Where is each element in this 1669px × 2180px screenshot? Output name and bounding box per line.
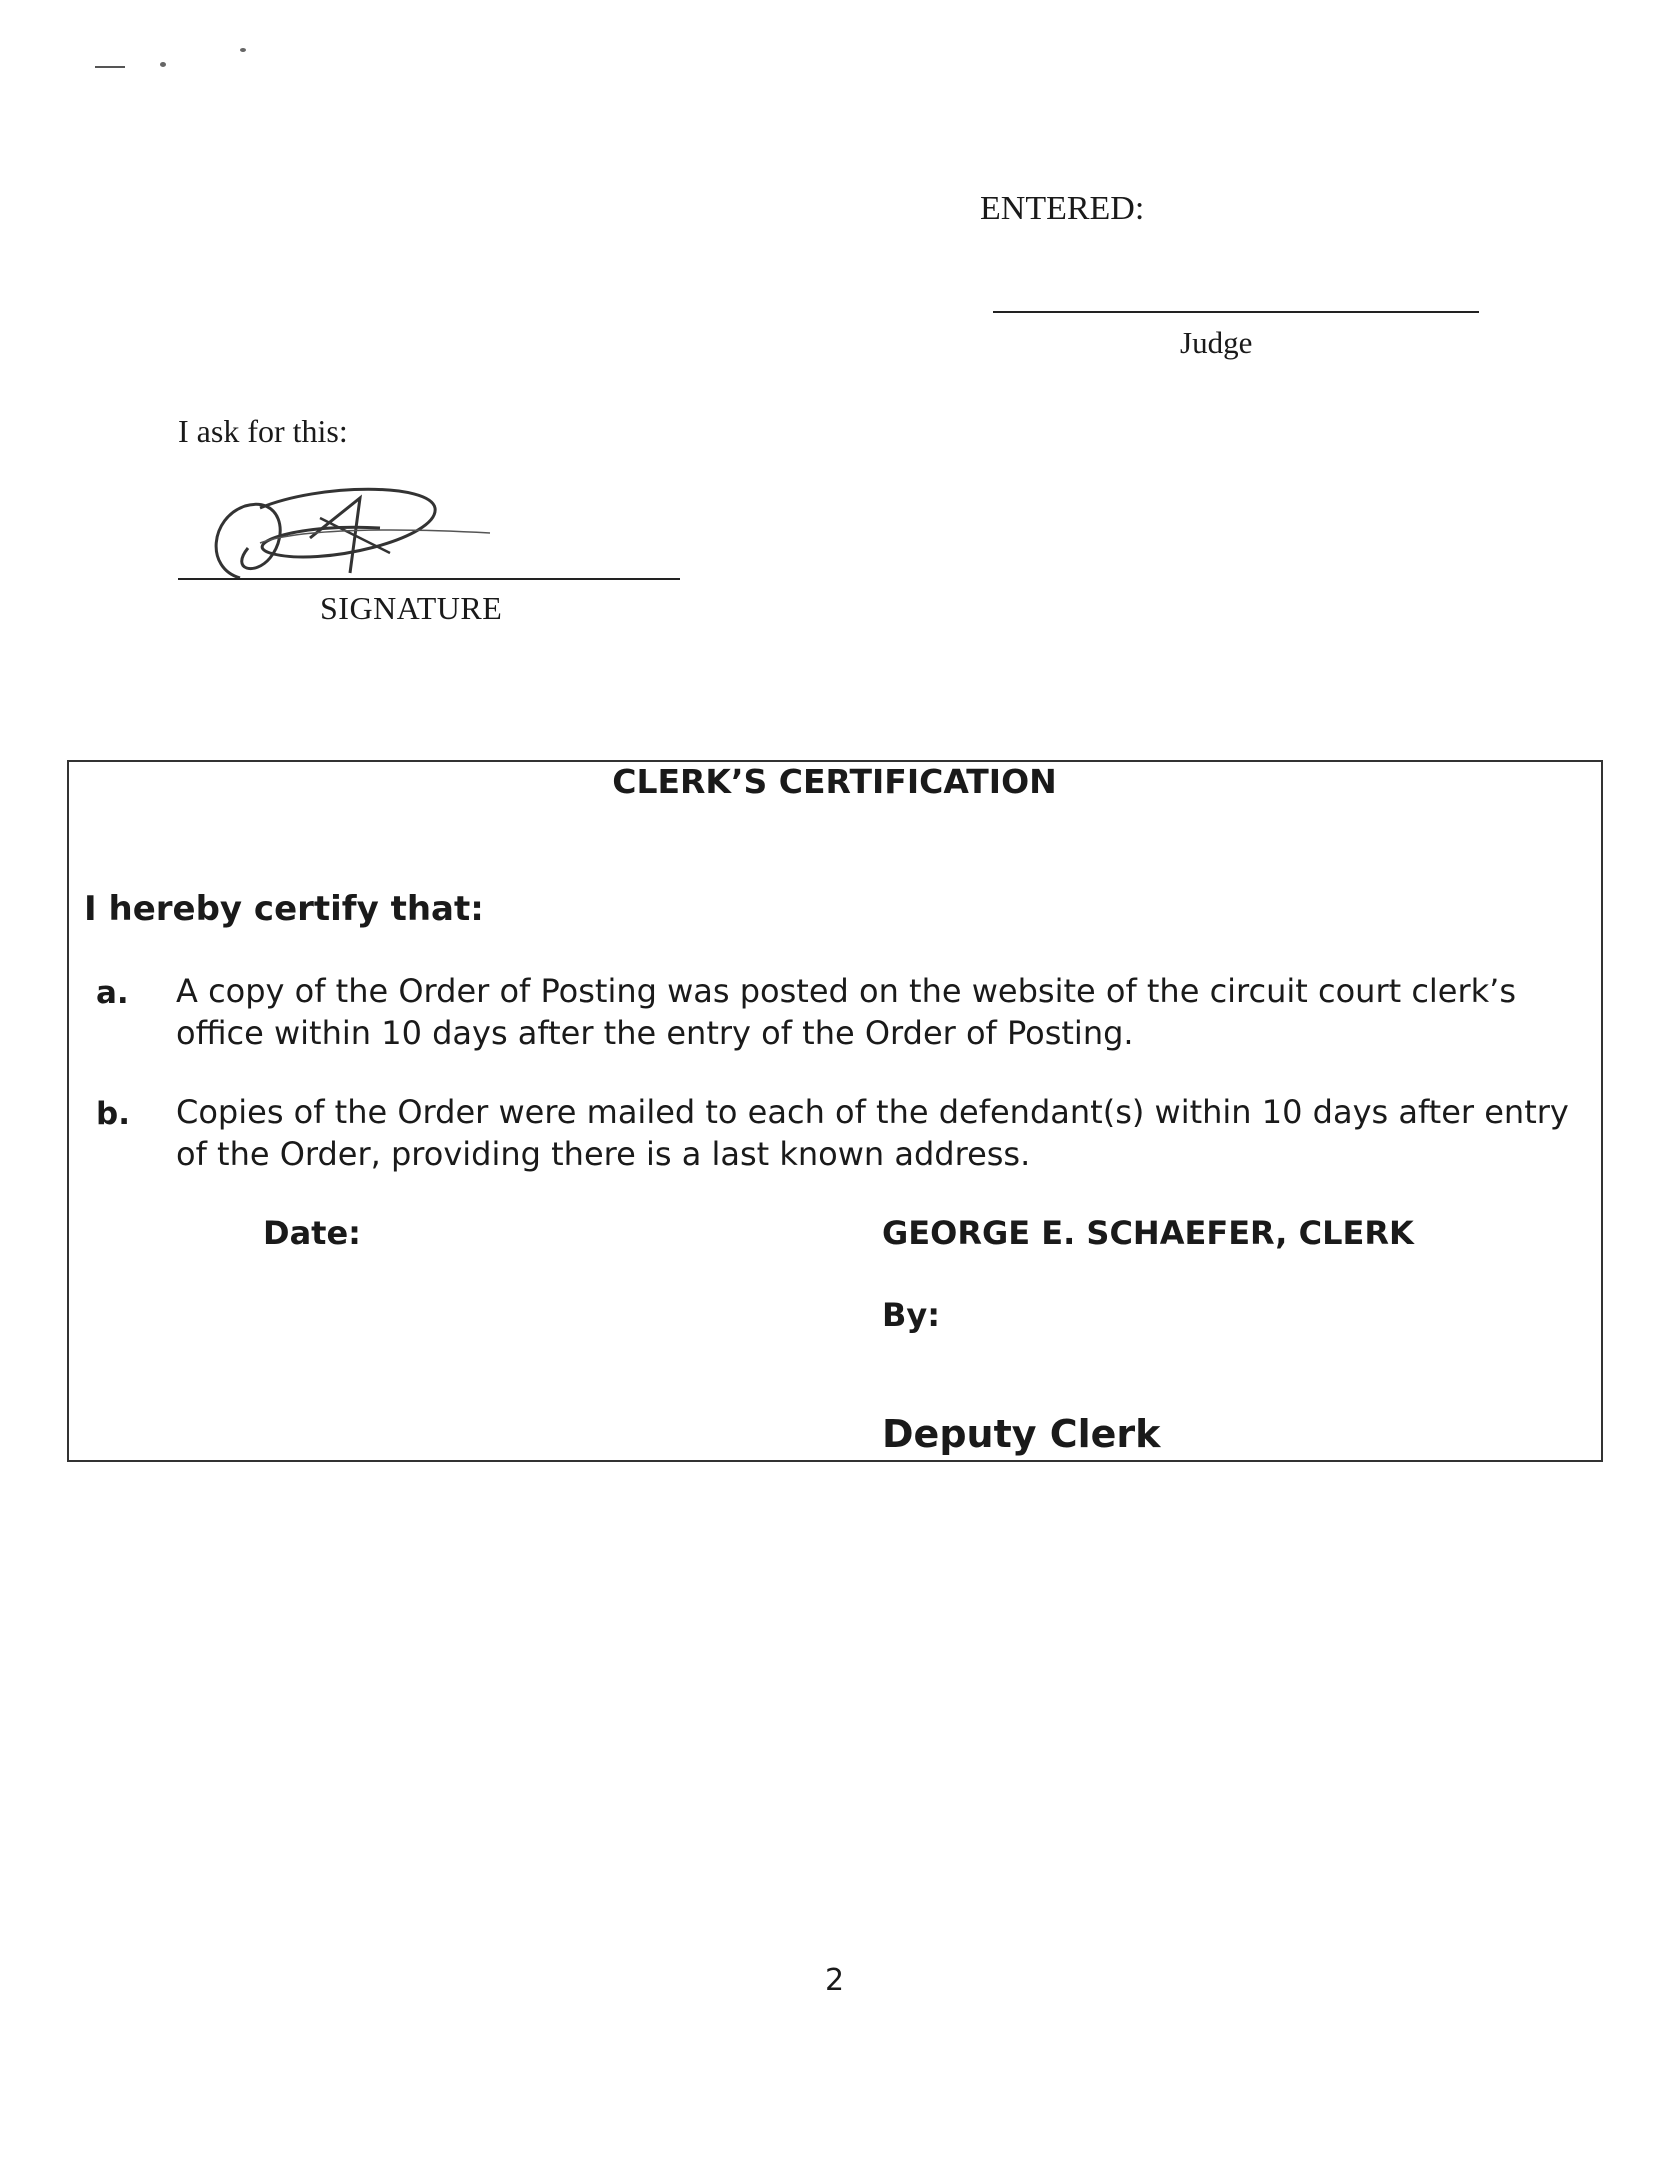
clerk-name: GEORGE E. SCHAEFER, CLERK	[882, 1214, 1414, 1252]
certification-title: CLERK’S CERTIFICATION	[612, 762, 1057, 801]
deputy-clerk-label: Deputy Clerk	[882, 1412, 1161, 1456]
item-a-letter: a.	[96, 975, 129, 1011]
scan-speck	[160, 62, 166, 67]
judge-signature-line	[993, 311, 1479, 313]
item-b-text: Copies of the Order were mailed to each of the defendant(s) within 10 days after entry of the Order, providing there is a last known address.	[176, 1093, 1569, 1173]
scan-speck	[240, 48, 246, 52]
certify-heading: I hereby certify that:	[84, 889, 484, 929]
ask-for-this-label: I ask for this:	[178, 413, 348, 449]
signature-line	[178, 578, 680, 580]
entered-label: ENTERED:	[980, 190, 1145, 227]
by-label: By:	[882, 1296, 941, 1334]
item-b-letter: b.	[96, 1096, 130, 1132]
page-number: 2	[824, 1963, 845, 1998]
signature-label: SIGNATURE	[320, 590, 503, 626]
judge-label: Judge	[1180, 325, 1253, 360]
handwritten-signature	[200, 478, 500, 598]
scan-mark	[95, 66, 125, 68]
date-label: Date:	[263, 1214, 361, 1252]
item-a-text: A copy of the Order of Posting was posted on the website of the circuit court clerk’s office within 10 days after the entry of the Order of Posting.	[176, 972, 1517, 1052]
